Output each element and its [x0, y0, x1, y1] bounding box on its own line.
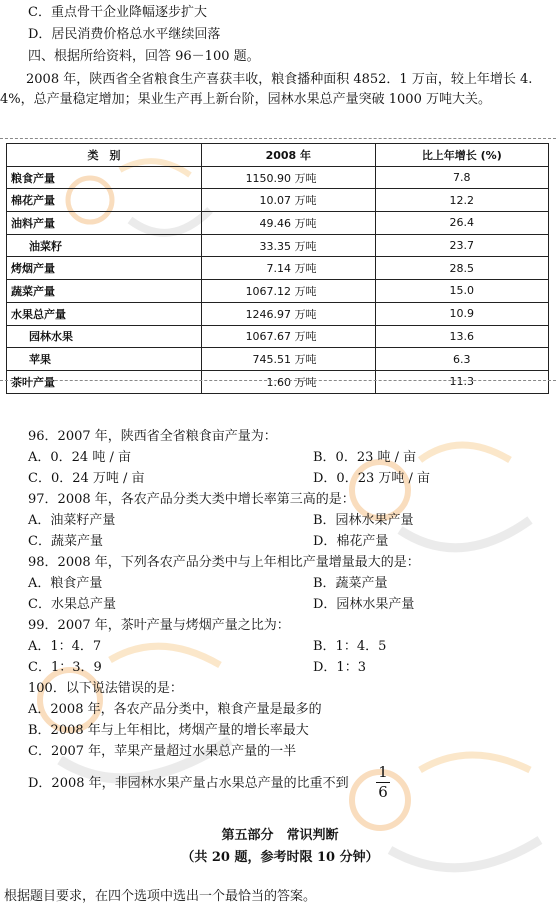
- q97-option-a: A．油菜籽产量: [28, 513, 116, 528]
- table-row: [7, 325, 549, 348]
- q97-stem: 97．2008 年，各农产品分类大类中增长率第三高的是：: [28, 492, 355, 507]
- cell-value-2008: 1150.90 万吨: [202, 166, 375, 189]
- q99-option-c: C．1：3．9: [28, 660, 102, 675]
- table-row: [7, 212, 549, 235]
- q98-option-c: C．水果总产量: [28, 597, 116, 612]
- cell-value-2008: 745.51 万吨: [202, 348, 375, 371]
- q98-stem: 98．2008 年，下列各农产品分类中与上年相比产量增量最大的是：: [28, 555, 420, 570]
- intro-line: 4%，总产量稳定增加；果业生产再上新台阶，园林水果总产量突破 1000 万吨大关。: [0, 92, 491, 107]
- watermark-logo: [340, 730, 550, 900]
- header-category: 类 别: [7, 144, 202, 167]
- cell-category: 烤烟产量: [7, 257, 202, 280]
- q97-option-c: C．蔬菜产量: [28, 534, 103, 549]
- table-frame-bottom: [0, 380, 556, 381]
- table-row: [7, 348, 549, 371]
- cell-category: 水果总产量: [7, 302, 202, 325]
- cell-category: 苹果: [7, 348, 202, 371]
- cell-growth: 10.9: [375, 302, 548, 325]
- cell-category: 棉花产量: [7, 189, 202, 212]
- cell-growth: 12.2: [375, 189, 548, 212]
- q100-option-d: D．2008 年，非园林水果产量占水果总产量的比重不到: [28, 776, 349, 791]
- header-2008: 2008 年: [202, 144, 375, 167]
- q97-option-b: B．园林水果产量: [313, 513, 414, 528]
- cell-category: 茶叶产量: [7, 370, 202, 393]
- cell-value-2008: 1.60 万吨: [202, 370, 375, 393]
- table-row: [7, 257, 549, 280]
- table-frame-top: [0, 138, 556, 139]
- cell-value-2008: 1246.97 万吨: [202, 302, 375, 325]
- q100-option-c: C．2007 年，苹果产量超过水果总产量的一半: [28, 744, 297, 759]
- q96-option-b: B．0．23 吨 / 亩: [313, 450, 417, 465]
- q100-option-a: A．2008 年，各农产品分类中，粮食产量是最多的: [28, 702, 322, 717]
- cell-value-2008: 1067.67 万吨: [202, 325, 375, 348]
- table-row: [7, 280, 549, 303]
- cell-value-2008: 1067.12 万吨: [202, 280, 375, 303]
- q99-option-b: B．1：4．5: [313, 639, 387, 654]
- cell-category: 油料产量: [7, 212, 202, 235]
- cell-category: 园林水果: [7, 325, 202, 348]
- header-growth: 比上年增长 (%): [375, 144, 548, 167]
- q96-option-c: C．0．24 万吨 / 亩: [28, 471, 145, 486]
- cell-category: 粮食产量: [7, 166, 202, 189]
- cell-growth: 15.0: [375, 280, 548, 303]
- table-row: [7, 370, 549, 393]
- table-header-row: [7, 144, 549, 167]
- data-table: [6, 143, 549, 394]
- cell-growth: 11.3: [375, 370, 548, 393]
- table-row: [7, 166, 549, 189]
- cell-value-2008: 10.07 万吨: [202, 189, 375, 212]
- cell-growth: 28.5: [375, 257, 548, 280]
- cell-growth: 13.6: [375, 325, 548, 348]
- q99-stem: 99．2007 年，茶叶产量与烤烟产量之比为：: [28, 618, 290, 633]
- table-row: [7, 302, 549, 325]
- q96-option-d: D．0．23 万吨 / 亩: [313, 471, 431, 486]
- q100-option-d-fraction: [376, 764, 390, 801]
- q100-option-b: B．2008 年与上年相比，烤烟产量的增长率最大: [28, 723, 309, 738]
- intro-line: 2008 年，陕西省全省粮食生产喜获丰收，粮食播种面积 4852．1 万亩，较上年增长 4.: [0, 72, 533, 87]
- q99-option-a: A．1：4．7: [28, 639, 102, 654]
- q96-option-a: A．0．24 吨 / 亩: [28, 450, 131, 465]
- section-five-subtitle: （共 20 题，参考时限 10 分钟）: [181, 850, 379, 865]
- cell-category: 油菜籽: [7, 234, 202, 257]
- cell-value-2008: 7.14 万吨: [202, 257, 375, 280]
- cell-growth: 26.4: [375, 212, 548, 235]
- intro-paragraph: [0, 70, 556, 110]
- q98-option-b: B．蔬菜产量: [313, 576, 388, 591]
- section-five-title: 第五部分 常识判断: [221, 828, 339, 843]
- fraction-numerator: 1: [378, 763, 388, 781]
- q100-stem: 100．以下说法错误的是：: [28, 681, 183, 696]
- cell-value-2008: 49.46 万吨: [202, 212, 375, 235]
- cell-growth: 23.7: [375, 234, 548, 257]
- cell-growth: 7.8: [375, 166, 548, 189]
- cell-value-2008: 33.35 万吨: [202, 234, 375, 257]
- q98-option-a: A．粮食产量: [28, 576, 103, 591]
- cell-growth: 6.3: [375, 348, 548, 371]
- option-c-line: C．重点骨干企业降幅逐步扩大: [28, 5, 207, 20]
- q96-stem: 96．2007 年，陕西省全省粮食亩产量为：: [28, 429, 277, 444]
- section-four-heading: 四、根据所给资料，回答 96－100 题。: [28, 49, 260, 64]
- table-row: [7, 189, 549, 212]
- q98-option-d: D．园林水果产量: [313, 597, 415, 612]
- cell-category: 蔬菜产量: [7, 280, 202, 303]
- fraction-denominator: 6: [378, 783, 388, 801]
- table-row: [7, 234, 549, 257]
- option-d-line: D．居民消费价格总水平继续回落: [28, 27, 221, 42]
- section-five-instruction: 根据题目要求，在四个选项中选出一个最恰当的答案。: [4, 889, 317, 904]
- q97-option-d: D．棉花产量: [313, 534, 389, 549]
- q99-option-d: D．1：3: [313, 660, 366, 675]
